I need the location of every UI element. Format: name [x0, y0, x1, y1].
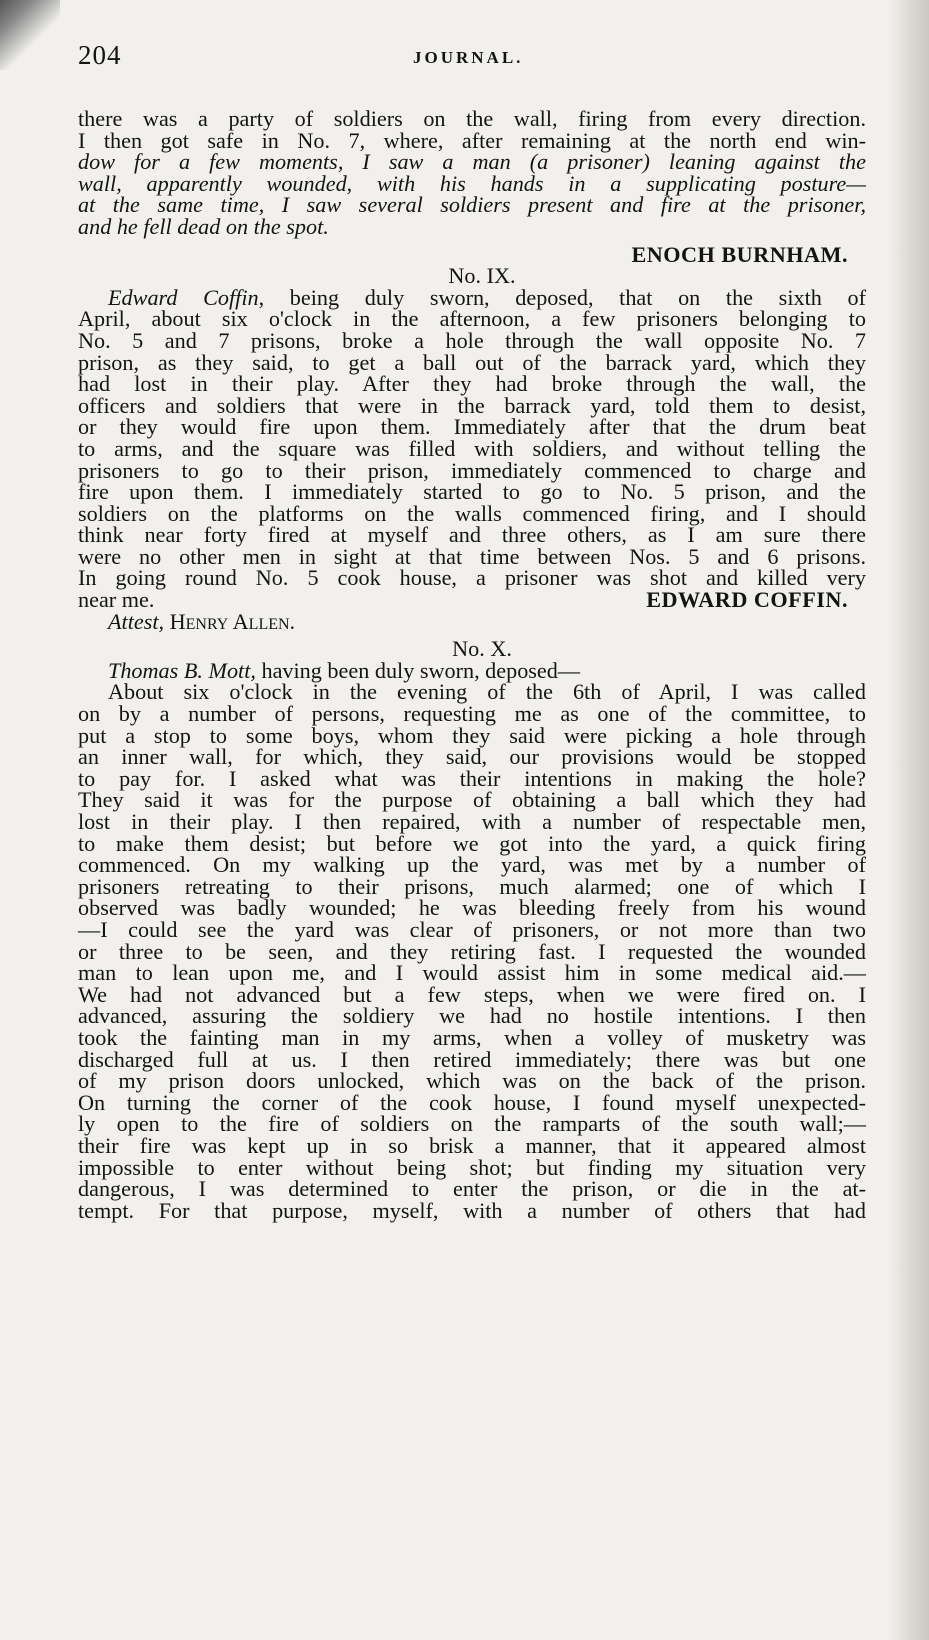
signature-edward-coffin: EDWARD COFFIN.	[646, 587, 848, 613]
text-line: observed was badly wounded; he was bleeding freely from his wound	[78, 895, 866, 921]
text-line: had lost in their play. After they had broke through the wall, the	[78, 371, 866, 397]
text-line: to arms, and the square was filled with soldiers, and without telling the	[78, 435, 866, 461]
text-line: on by a number of persons, requesting me as one of the committee, to	[78, 701, 866, 727]
text-line: prisoners to go to their prison, immediately commenced to charge and	[78, 457, 866, 483]
text-line	[78, 151, 866, 173]
attest-name: Henry Allen.	[169, 608, 296, 634]
page-edge-shadow	[889, 0, 929, 1640]
text-line	[78, 170, 866, 196]
text-line: or three to be seen, and they retiring fast. I requested the wounded	[78, 938, 866, 964]
text-line: put a stop to some boys, whom they said were picking a hole through	[78, 722, 866, 748]
page-header	[78, 40, 858, 80]
deponent-name: Edward Coffin	[108, 284, 259, 310]
page-body	[78, 108, 866, 1221]
text-line: April, about six o'clock in the afternoon, a few prisoners belonging to	[78, 306, 866, 332]
text-line: They said it was for the purpose of obtaining a ball which they had	[78, 787, 866, 813]
text-line: near me.	[78, 587, 155, 613]
italic-text: and he fell dead on the spot.	[78, 213, 329, 239]
page-number: 204	[78, 40, 122, 70]
text-line: dangerous, I was determined to enter the prison, or die in the at-	[78, 1176, 866, 1202]
text-line	[78, 213, 866, 239]
text-line: there was a party of soldiers on the wall, firing from every direction.	[78, 106, 866, 131]
text-line: impossible to enter without being shot; but finding my situation very	[78, 1154, 866, 1180]
text-line: an inner wall, for which, they said, our provisions would be stopped	[78, 744, 866, 770]
text-rest: , being duly sworn, deposed, that on the sixth of	[258, 284, 866, 310]
attest-line	[78, 608, 866, 634]
text-line: discharged full at us. I then retired immediately; there was but one	[78, 1046, 866, 1072]
text-line	[78, 284, 866, 310]
italic-text: at the same time, I saw several soldiers present and fire at the prisoner,	[78, 192, 866, 218]
text-line	[78, 657, 866, 683]
signature-enoch-burnham: ENOCH BURNHAM.	[631, 241, 848, 267]
text-line: prisoners retreating to their prisons, much alarmed; one of which I	[78, 873, 866, 899]
text-line: or they would fire upon them. Immediately after that the drum beat	[78, 414, 866, 440]
text-line: to pay for. I asked what was their intentions in making the hole?	[78, 765, 866, 791]
text-line: fire upon them. I immediately started to go to No. 5 prison, and the	[78, 479, 866, 505]
text-line: man to lean upon me, and I would assist him in some medical aid.—	[78, 960, 866, 986]
text-line: lost in their play. I then repaired, with a number of respectable men,	[78, 809, 866, 834]
text-line	[78, 194, 866, 216]
text-line: officers and soldiers that were in the barrack yard, told them to desist,	[78, 392, 866, 418]
text-line: took the fainting man in my arms, when a volley of musketry was	[78, 1024, 866, 1050]
text-line: their fire was kept up in so brisk a manner, that it appeared almost	[78, 1132, 866, 1158]
text-line: We had not advanced but a few steps, when we were fired on. I	[78, 981, 866, 1007]
text-line: prison, as they said, to get a ball out of the barrack yard, which they	[78, 349, 866, 375]
text-line: On turning the corner of the cook house, I found myself unexpected-	[78, 1089, 866, 1115]
text-line: No. 5 and 7 prisons, broke a hole through the wall opposite No. 7	[78, 327, 866, 353]
deposition-heading-ix: No. IX.	[448, 263, 516, 289]
text-line: soldiers on the platforms on the walls commenced firing, and I should	[78, 500, 866, 526]
running-head: JOURNAL.	[413, 48, 524, 67]
text-line: In going round No. 5 cook house, a prisoner was shot and killed very	[78, 565, 866, 591]
italic-text: wall, apparently wounded, with his hands in a supplicating posture—	[78, 170, 866, 196]
text-line: of my prison doors unlocked, which was on the back of the prison.	[78, 1068, 866, 1094]
text-line: were no other men in sight at that time between Nos. 5 and 6 prisons.	[78, 543, 866, 569]
text-line: advanced, assuring the soldiery we had no hostile intentions. I then	[78, 1003, 866, 1029]
text-line-with-signature	[78, 589, 866, 611]
text-rest: having been duly sworn, deposed—	[261, 657, 581, 683]
attest-label: Attest,	[108, 608, 165, 634]
page-corner-shadow	[0, 0, 60, 70]
deposition-heading-x: No. X.	[452, 636, 512, 662]
text-line: tempt. For that purpose, myself, with a number of others that had	[78, 1197, 866, 1223]
text-line: —I could see the yard was clear of prisoners, or not more than two	[78, 916, 866, 942]
text-line: commenced. On my walking up the yard, was met by a number of	[78, 852, 866, 878]
deponent-name: Thomas B. Mott,	[108, 657, 256, 683]
text-line: think near forty fired at myself and three others, as I am sure there	[78, 522, 866, 548]
text-line: to make them desist; but before we got into the yard, a quick firing	[78, 830, 866, 856]
italic-text: dow for a few moments, I saw a man (a prisoner) leaning against the	[78, 149, 866, 175]
text-line: I then got safe in No. 7, where, after remaining at the north end win-	[78, 127, 866, 153]
text-line: ly open to the fire of soldiers on the ramparts of the south wall;—	[78, 1111, 866, 1137]
text-line: About six o'clock in the evening of the 6th of April, I was called	[108, 679, 866, 705]
